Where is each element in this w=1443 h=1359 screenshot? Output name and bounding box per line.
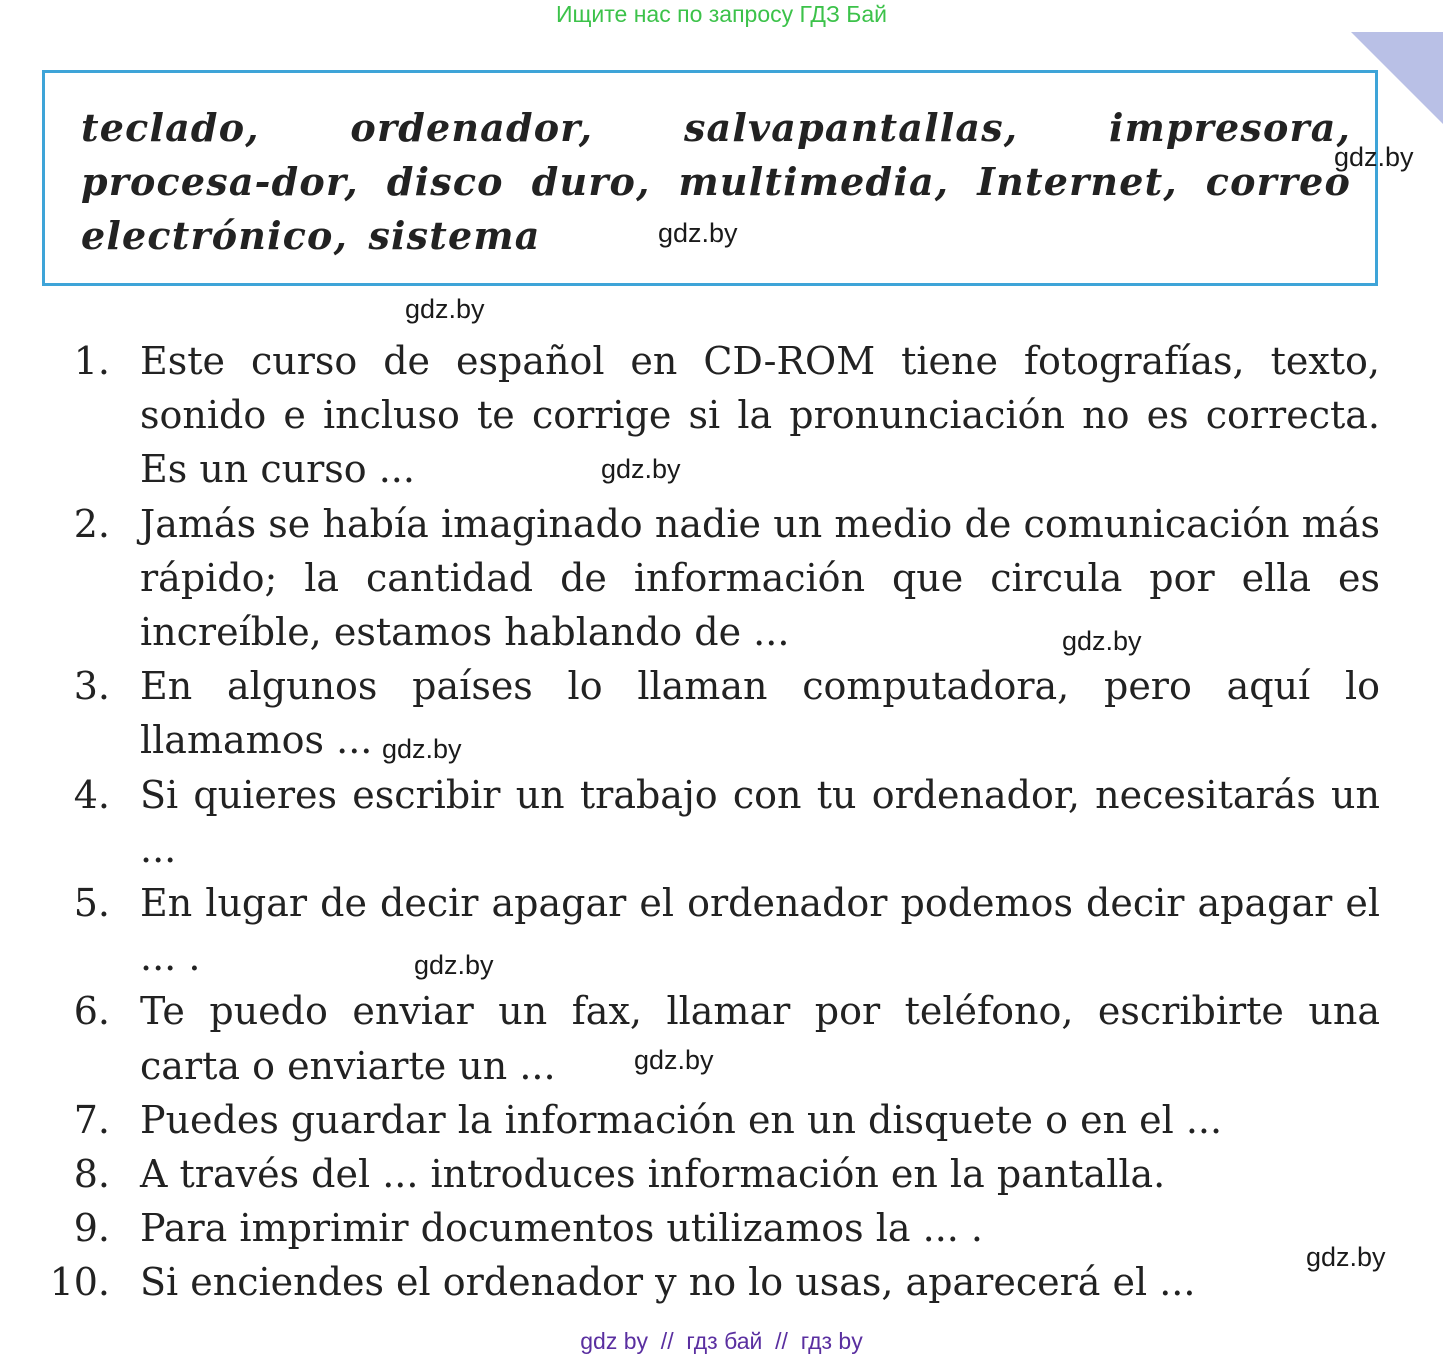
exercise-text: Si enciendes el ordenador y no lo usas, aparecerá el ... <box>140 1260 1196 1305</box>
exercise-number: 1. <box>73 339 110 383</box>
footer-link-gdz-bai[interactable]: гдз бай <box>686 1328 763 1354</box>
exercise-number: 6. <box>73 989 110 1034</box>
exercise-number: 4. <box>73 772 110 817</box>
footer-separator: // <box>762 1328 801 1354</box>
exercise-item-4 <box>40 768 1380 876</box>
exercise-item-9 <box>40 1201 1380 1255</box>
exercise-item-2 <box>40 497 1380 660</box>
exercise-text: Para imprimir documentos utilizamos la ... . <box>140 1206 984 1251</box>
exercise-list <box>40 334 1380 1310</box>
watermark: gdz.by <box>634 1045 714 1075</box>
exercise-number: 8. <box>73 1152 110 1197</box>
watermark: gdz.by <box>1306 1242 1386 1272</box>
vocabulary-box <box>42 70 1378 286</box>
footer-link-gdz-by-cyr[interactable]: гдз by <box>800 1328 863 1354</box>
watermark: gdz.by <box>601 454 681 484</box>
watermark: gdz.by <box>658 218 738 248</box>
exercise-number: 9. <box>73 1206 110 1251</box>
footer-separator: // <box>648 1328 687 1354</box>
exercise-text: Si quieres escribir un trabajo con tu ordenador, necesitarás un ... <box>140 772 1380 871</box>
exercise-item-1 <box>40 334 1380 497</box>
watermark: gdz.by <box>414 950 494 980</box>
exercise-text: Este curso de español en CD-ROM tiene fotografías, texto, sonido e incluso te corrige si la pronunciación no es correcta. Es un curso ... <box>140 339 1380 492</box>
watermark: gdz.by <box>405 294 485 324</box>
exercise-item-10 <box>40 1255 1380 1309</box>
exercise-text: En algunos países lo llaman computadora, pero aquí lo llamamos ... <box>140 664 1380 763</box>
exercise-item-3 <box>40 659 1380 767</box>
exercise-text: Puedes guardar la información en un disquete o en el ... <box>140 1097 1223 1142</box>
exercise-item-6 <box>40 984 1380 1092</box>
exercise-text: Jamás se había imaginado nadie un medio de comunicación más rápido; la cantidad de información que circula por ella es increíble, estamos hablando de ... <box>140 501 1380 655</box>
exercise-item-8 <box>40 1147 1380 1201</box>
exercise-item-7 <box>40 1093 1380 1147</box>
vocabulary-words: teclado, ordenador, salvapantallas, impresora, procesa-dor, disco duro, multimedia, Internet, correo electrónico, sistema <box>81 105 1351 258</box>
top-banner <box>0 0 1443 30</box>
exercise-text: En lugar de decir apagar el ordenador podemos decir apagar el ... . <box>140 881 1380 980</box>
footer-links <box>0 1327 1443 1355</box>
footer-link-gdz-by[interactable]: gdz by <box>580 1328 649 1354</box>
exercise-number: 5. <box>73 881 110 926</box>
exercise-number: 3. <box>73 664 110 709</box>
exercise-number: 10. <box>49 1260 110 1305</box>
exercise-item-5 <box>40 876 1380 984</box>
watermark: gdz.by <box>1062 626 1142 656</box>
watermark: gdz.by <box>1334 142 1414 172</box>
exercise-text: A través del ... introduces información en la pantalla. <box>140 1152 1166 1197</box>
banner-text: Ищите нас по запросу ГДЗ Бай <box>555 1 888 27</box>
watermark: gdz.by <box>382 734 462 764</box>
exercise-number: 7. <box>73 1097 110 1142</box>
exercise-text: Te puedo enviar un fax, llamar por teléfono, escribirte una carta o enviarte un ... <box>140 989 1380 1088</box>
exercise-number: 2. <box>73 501 110 546</box>
